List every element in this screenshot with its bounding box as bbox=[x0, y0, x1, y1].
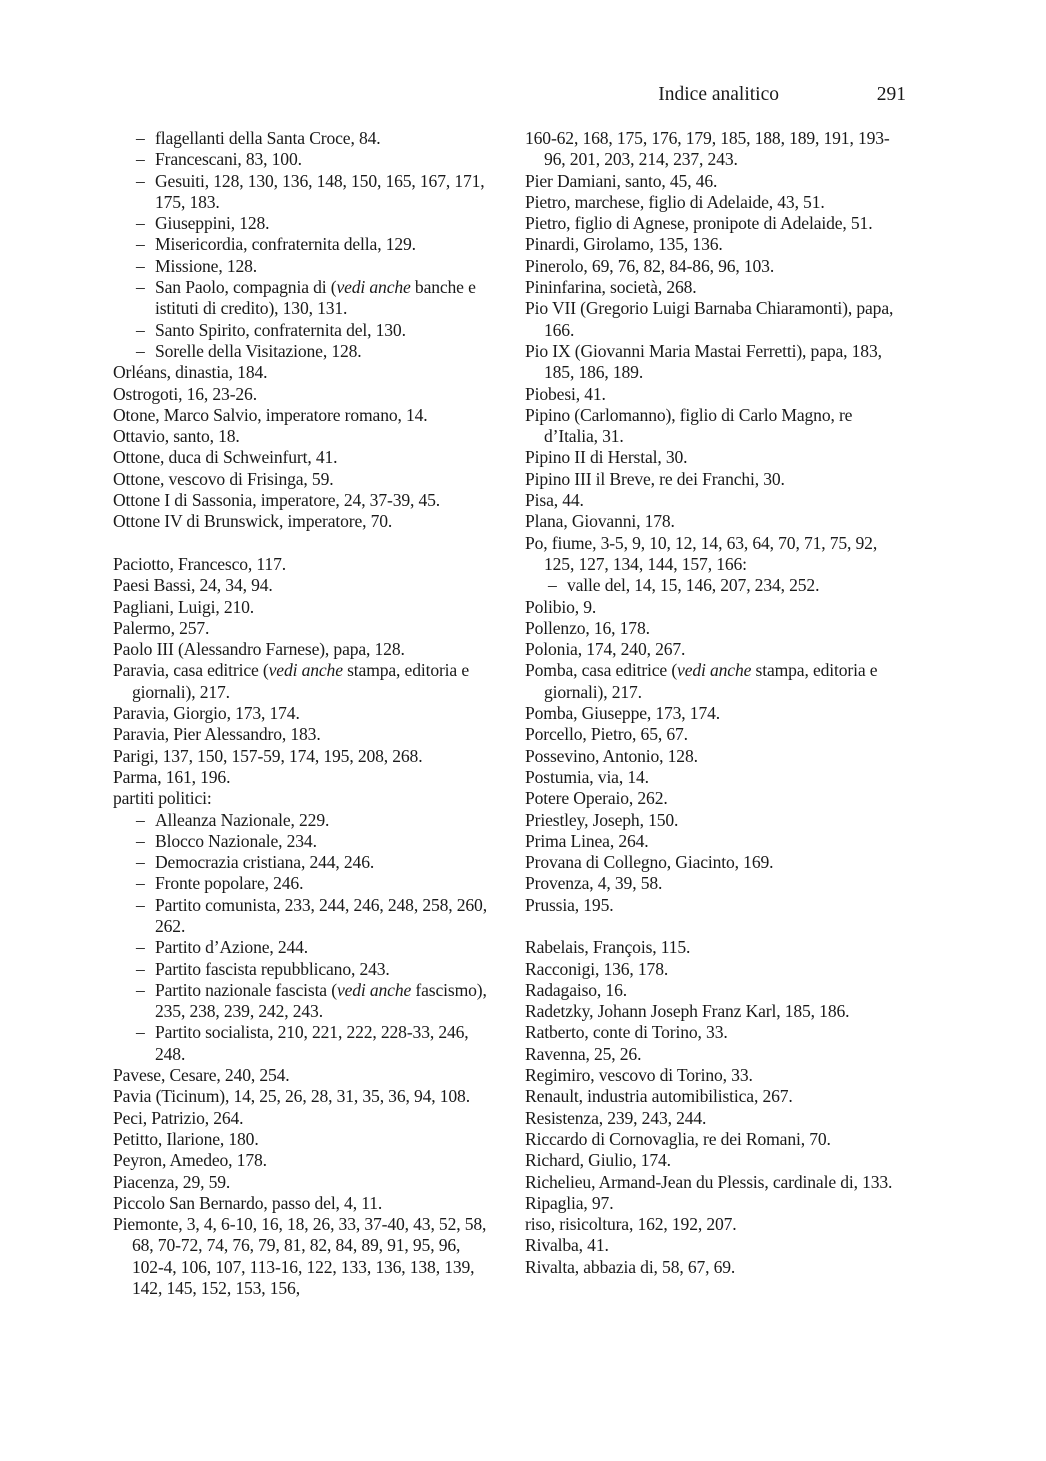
subentry-dash: – bbox=[548, 575, 557, 596]
index-entry bbox=[525, 788, 907, 809]
entry-text: Parma, 161, 196. bbox=[113, 766, 231, 787]
index-entry bbox=[113, 1214, 494, 1299]
entry-text: Paesi Bassi, 24, 34, 94. bbox=[113, 575, 273, 596]
index-entry bbox=[113, 1108, 494, 1129]
entry-text: Pipino II di Herstal, 30. bbox=[525, 447, 688, 468]
index-entry bbox=[113, 384, 494, 405]
index-entry bbox=[525, 1065, 907, 1086]
index-entry bbox=[525, 895, 907, 916]
index-entry bbox=[525, 597, 907, 618]
index-entry bbox=[113, 1129, 494, 1150]
entry-text: Paolo III (Alessandro Farnese), papa, 128. bbox=[113, 639, 405, 660]
entry-text: Richard, Giulio, 174. bbox=[525, 1150, 671, 1171]
entry-text: Piobesi, 41. bbox=[525, 383, 606, 404]
subentry-dash: – bbox=[136, 809, 145, 830]
entry-text: Prussia, 195. bbox=[525, 894, 614, 915]
entry-text: Petitto, Ilarione, 180. bbox=[113, 1128, 259, 1149]
entry-text: Blocco Nazionale, 234. bbox=[155, 830, 317, 851]
subentry-dash: – bbox=[136, 830, 145, 851]
entry-text: Po, fiume, 3-5, 9, 10, 12, 14, 63, 64, 70, 71, 75, 92, 125, 127, 134, 144, 157, 166: bbox=[525, 532, 878, 574]
index-entry bbox=[525, 1022, 907, 1043]
subentry-dash: – bbox=[136, 277, 145, 298]
entry-text: Santo Spirito, confraternita del, 130. bbox=[155, 319, 406, 340]
index-subentry bbox=[113, 320, 494, 341]
entry-text: Plana, Giovanni, 178. bbox=[525, 511, 675, 532]
letter-gap bbox=[525, 916, 907, 937]
index-subentry bbox=[113, 277, 494, 320]
entry-text: Otone, Marco Salvio, imperatore romano, 14. bbox=[113, 404, 428, 425]
entry-text: Pipino (Carlomanno), figlio di Carlo Magno, re d’Italia, 31. bbox=[525, 404, 853, 447]
entry-text: Paciotto, Francesco, 117. bbox=[113, 553, 286, 574]
index-entry bbox=[525, 660, 907, 703]
subentry-dash: – bbox=[136, 979, 145, 1000]
index-entry bbox=[113, 447, 494, 468]
entry-text: Partito comunista, 233, 244, 246, 248, 258, 260, 262. bbox=[155, 894, 487, 936]
index-entry bbox=[525, 618, 907, 639]
entry-text: banche e istituti di credito), 130, 131. bbox=[155, 277, 476, 319]
index-entry bbox=[113, 1065, 494, 1086]
entry-text: Racconigi, 136, 178. bbox=[525, 958, 669, 979]
index-entry bbox=[525, 192, 907, 213]
entry-text: Rabelais, François, 115. bbox=[525, 937, 691, 958]
index-entry bbox=[113, 724, 494, 745]
subentry-dash: – bbox=[136, 852, 145, 873]
entry-text: Pavia (Ticinum), 14, 25, 26, 28, 31, 35, 36, 94, 108. bbox=[113, 1086, 470, 1107]
entry-text: Partito fascista repubblicano, 243. bbox=[155, 958, 390, 979]
index-column-left bbox=[113, 128, 494, 1299]
index-entry bbox=[113, 511, 494, 532]
entry-text: Pomba, Giuseppe, 173, 174. bbox=[525, 703, 720, 724]
entry-text: Renault, industria automibilistica, 267. bbox=[525, 1086, 793, 1107]
index-entry bbox=[525, 810, 907, 831]
entry-text: Pietro, figlio di Agnese, pronipote di Adelaide, 51. bbox=[525, 213, 873, 234]
index-entry bbox=[525, 831, 907, 852]
entry-text: Fronte popolare, 246. bbox=[155, 873, 304, 894]
index-entry bbox=[525, 256, 907, 277]
entry-text: Democrazia cristiana, 244, 246. bbox=[155, 852, 375, 873]
entry-text: Prima Linea, 264. bbox=[525, 830, 649, 851]
entry-text: Rivalba, 41. bbox=[525, 1235, 609, 1256]
entry-text: Pipino III il Breve, re dei Franchi, 30. bbox=[525, 468, 785, 489]
index-entry bbox=[525, 1172, 907, 1193]
index-entry bbox=[525, 1129, 907, 1150]
index-entry bbox=[525, 533, 907, 576]
index-entry bbox=[113, 362, 494, 383]
index-entry bbox=[525, 298, 907, 341]
entry-text: Parigi, 137, 150, 157-59, 174, 195, 208, 268. bbox=[113, 745, 423, 766]
entry-text: Possevino, Antonio, 128. bbox=[525, 745, 698, 766]
index-subentry bbox=[113, 341, 494, 362]
index-entry bbox=[113, 660, 494, 703]
entry-text: Piccolo San Bernardo, passo del, 4, 11. bbox=[113, 1192, 383, 1213]
entry-text: Pisa, 44. bbox=[525, 490, 584, 511]
subentry-dash: – bbox=[136, 340, 145, 361]
entry-text: flagellanti della Santa Croce, 84. bbox=[155, 128, 381, 148]
index-entry bbox=[525, 384, 907, 405]
entry-text: Alleanza Nazionale, 229. bbox=[155, 809, 330, 830]
entry-text: Paravia, casa editrice ( bbox=[113, 660, 269, 681]
entry-text: Giuseppini, 128. bbox=[155, 213, 270, 234]
entry-text: riso, risicoltura, 162, 192, 207. bbox=[525, 1214, 737, 1235]
index-subentry bbox=[113, 873, 494, 894]
index-entry bbox=[525, 703, 907, 724]
entry-text: Paravia, Pier Alessandro, 183. bbox=[113, 724, 321, 745]
entry-text: Peci, Patrizio, 264. bbox=[113, 1107, 244, 1128]
index-entry bbox=[113, 746, 494, 767]
subentry-dash: – bbox=[136, 873, 145, 894]
entry-text: Ottone I di Sassonia, imperatore, 24, 37-39, 45. bbox=[113, 490, 441, 511]
index-entry bbox=[113, 1150, 494, 1171]
index-entry bbox=[525, 1086, 907, 1107]
index-entry bbox=[525, 277, 907, 298]
entry-text: Francescani, 83, 100. bbox=[155, 149, 302, 170]
entry-text: Ottavio, santo, 18. bbox=[113, 426, 240, 447]
index-entry bbox=[525, 1001, 907, 1022]
entry-text: Partito d’Azione, 244. bbox=[155, 937, 309, 958]
entry-text: Potere Operaio, 262. bbox=[525, 788, 668, 809]
index-entry bbox=[525, 1150, 907, 1171]
entry-text: Ottone IV di Brunswick, imperatore, 70. bbox=[113, 511, 393, 532]
entry-text: Pagliani, Luigi, 210. bbox=[113, 596, 255, 617]
entry-text: Ottone, duca di Schweinfurt, 41. bbox=[113, 447, 338, 468]
index-entry bbox=[525, 937, 907, 958]
subentry-dash: – bbox=[136, 958, 145, 979]
entry-text: San Paolo, compagnia di ( bbox=[155, 277, 337, 298]
index-entry bbox=[113, 1086, 494, 1107]
entry-text: Ravenna, 25, 26. bbox=[525, 1043, 642, 1064]
index-entry bbox=[525, 1214, 907, 1235]
index-entry bbox=[113, 703, 494, 724]
index-entry bbox=[113, 597, 494, 618]
cross-reference: vedi anche bbox=[677, 660, 752, 681]
index-subentry bbox=[525, 575, 907, 596]
subentry-dash: – bbox=[136, 255, 145, 276]
index-subentry bbox=[113, 810, 494, 831]
index-entry bbox=[525, 873, 907, 894]
entry-text: Missione, 128. bbox=[155, 255, 258, 276]
entry-text: Pavese, Cesare, 240, 254. bbox=[113, 1065, 290, 1086]
entry-text: Pietro, marchese, figlio di Adelaide, 43, 51. bbox=[525, 191, 825, 212]
index-entry bbox=[525, 980, 907, 1001]
entry-text: fascismo), 235, 238, 239, 242, 243. bbox=[155, 979, 487, 1022]
index-entry bbox=[525, 405, 907, 448]
entry-text: Gesuiti, 128, 130, 136, 148, 150, 165, 167, 171, 175, 183. bbox=[155, 170, 485, 212]
index-entry bbox=[113, 405, 494, 426]
entry-text: stampa, editoria e giornali), 217. bbox=[132, 660, 469, 702]
index-entry bbox=[525, 1108, 907, 1129]
cross-reference: vedi anche bbox=[336, 979, 412, 1000]
subentry-dash: – bbox=[136, 319, 145, 340]
entry-text: Resistenza, 239, 243, 244. bbox=[525, 1107, 707, 1128]
subentry-dash: – bbox=[136, 170, 145, 191]
entry-text: Pomba, casa editrice ( bbox=[525, 660, 678, 681]
index-subentry bbox=[113, 937, 494, 958]
index-entry bbox=[525, 490, 907, 511]
entry-text: Sorelle della Visitazione, 128. bbox=[155, 340, 362, 361]
index-entry bbox=[113, 639, 494, 660]
entry-text: Palermo, 257. bbox=[113, 617, 210, 638]
cross-reference: vedi anche bbox=[336, 277, 411, 298]
index-subentry bbox=[113, 831, 494, 852]
index-subentry bbox=[113, 171, 494, 214]
index-entry bbox=[113, 575, 494, 596]
subentry-dash: – bbox=[136, 213, 145, 234]
entry-text: Ostrogoti, 16, 23-26. bbox=[113, 383, 257, 404]
entry-text: Partito nazionale fascista ( bbox=[155, 979, 337, 1000]
index-entry bbox=[525, 213, 907, 234]
cross-reference: vedi anche bbox=[268, 660, 343, 681]
entry-text: Pio VII (Gregorio Luigi Barnaba Chiaramonti), papa, 166. bbox=[525, 298, 894, 340]
index-entry bbox=[525, 1235, 907, 1256]
index-entry bbox=[113, 788, 494, 809]
entry-text: Pollenzo, 16, 178. bbox=[525, 617, 650, 638]
entry-text: Priestley, Joseph, 150. bbox=[525, 809, 679, 830]
entry-text: partiti politici: bbox=[113, 788, 212, 809]
entry-text: Rivalta, abbazia di, 58, 67, 69. bbox=[525, 1256, 736, 1277]
index-entry bbox=[525, 767, 907, 788]
entry-text: Regimiro, vescovo di Torino, 33. bbox=[525, 1065, 753, 1086]
entry-text: 160-62, 168, 175, 176, 179, 185, 188, 189, 191, 193-96, 201, 203, 214, 237, 243. bbox=[525, 128, 890, 170]
entry-text: Riccardo di Cornovaglia, re dei Romani, 70. bbox=[525, 1128, 831, 1149]
entry-text: Pio IX (Giovanni Maria Mastai Ferretti), papa, 183, 185, 186, 189. bbox=[525, 340, 882, 383]
index-entry bbox=[525, 469, 907, 490]
subentry-dash: – bbox=[136, 149, 145, 170]
subentry-dash: – bbox=[136, 937, 145, 958]
entry-text: Polibio, 9. bbox=[525, 596, 597, 617]
page-number: 291 bbox=[876, 84, 906, 105]
entry-text: Porcello, Pietro, 65, 67. bbox=[525, 724, 688, 745]
index-entry bbox=[525, 724, 907, 745]
subentry-dash: – bbox=[136, 894, 145, 915]
index-subentry bbox=[113, 852, 494, 873]
entry-text: Pier Damiani, santo, 45, 46. bbox=[525, 170, 718, 191]
entry-text: Postumia, via, 14. bbox=[525, 766, 649, 787]
index-entry bbox=[525, 1193, 907, 1214]
entry-text: Radagaiso, 16. bbox=[525, 979, 627, 1000]
entry-text: Pininfarina, società, 268. bbox=[525, 277, 697, 298]
entry-text: Ripaglia, 97. bbox=[525, 1192, 614, 1213]
index-subentry bbox=[113, 149, 494, 170]
entry-text: Radetzky, Johann Joseph Franz Karl, 185, 186. bbox=[525, 1001, 850, 1022]
entry-text: Misericordia, confraternita della, 129. bbox=[155, 234, 416, 255]
index-entry bbox=[525, 341, 907, 384]
index-entry bbox=[525, 1044, 907, 1065]
index-subentry bbox=[113, 234, 494, 255]
index-entry bbox=[525, 959, 907, 980]
entry-text: Paravia, Giorgio, 173, 174. bbox=[113, 703, 300, 724]
entry-text: Polonia, 174, 240, 267. bbox=[525, 639, 686, 660]
running-head-title: Indice analitico bbox=[658, 84, 779, 105]
index-entry bbox=[525, 128, 907, 171]
entry-text: Ottone, vescovo di Frisinga, 59. bbox=[113, 468, 334, 489]
entry-text: stampa, editoria e giornali), 217. bbox=[544, 660, 878, 702]
index-entry bbox=[113, 554, 494, 575]
entry-text: Pinerolo, 69, 76, 82, 84-86, 96, 103. bbox=[525, 255, 775, 276]
index-entry bbox=[525, 852, 907, 873]
index-subentry bbox=[113, 959, 494, 980]
index-subentry bbox=[113, 1022, 494, 1065]
letter-gap bbox=[113, 533, 494, 554]
subentry-dash: – bbox=[136, 1022, 145, 1043]
subentry-dash: – bbox=[136, 128, 145, 148]
index-entry bbox=[525, 746, 907, 767]
index-entry bbox=[525, 234, 907, 255]
entry-text: Provenza, 4, 39, 58. bbox=[525, 873, 663, 894]
index-entry bbox=[525, 511, 907, 532]
index-entry bbox=[113, 426, 494, 447]
entry-text: Orléans, dinastia, 184. bbox=[113, 362, 268, 383]
entry-text: Peyron, Amedeo, 178. bbox=[113, 1150, 267, 1171]
index-column-right bbox=[525, 128, 907, 1278]
subentry-dash: – bbox=[136, 234, 145, 255]
index-entry bbox=[525, 447, 907, 468]
entry-text: Piacenza, 29, 59. bbox=[113, 1171, 231, 1192]
index-subentry bbox=[113, 128, 494, 149]
index-entry bbox=[113, 1172, 494, 1193]
index-entry bbox=[113, 618, 494, 639]
index-entry bbox=[525, 1257, 907, 1278]
entry-text: Richelieu, Armand-Jean du Plessis, cardinale di, 133. bbox=[525, 1171, 893, 1192]
entry-text: Pinardi, Girolamo, 135, 136. bbox=[525, 234, 723, 255]
entry-text: Provana di Collegno, Giacinto, 169. bbox=[525, 852, 774, 873]
index-subentry bbox=[113, 256, 494, 277]
index-subentry bbox=[113, 895, 494, 938]
index-entry bbox=[113, 1193, 494, 1214]
entry-text: Partito socialista, 210, 221, 222, 228-33, 246, 248. bbox=[155, 1022, 469, 1064]
entry-text: valle del, 14, 15, 146, 207, 234, 252. bbox=[567, 575, 820, 596]
index-entry bbox=[525, 639, 907, 660]
index-entry bbox=[525, 171, 907, 192]
index-subentry bbox=[113, 980, 494, 1023]
index-entry bbox=[113, 490, 494, 511]
index-subentry bbox=[113, 213, 494, 234]
index-entry bbox=[113, 469, 494, 490]
index-entry bbox=[113, 767, 494, 788]
entry-text: Ratberto, conte di Torino, 33. bbox=[525, 1022, 728, 1043]
entry-text: Piemonte, 3, 4, 6-10, 16, 18, 26, 33, 37-40, 43, 52, 58, 68, 70-72, 74, 76, 79, 81, 82, 84, 89, 91, 95, 96, 102-4, 106, 107, 113-16, 122, 133, 136, 138, 139, 142, 145, 152, 153, 156, bbox=[113, 1214, 487, 1299]
